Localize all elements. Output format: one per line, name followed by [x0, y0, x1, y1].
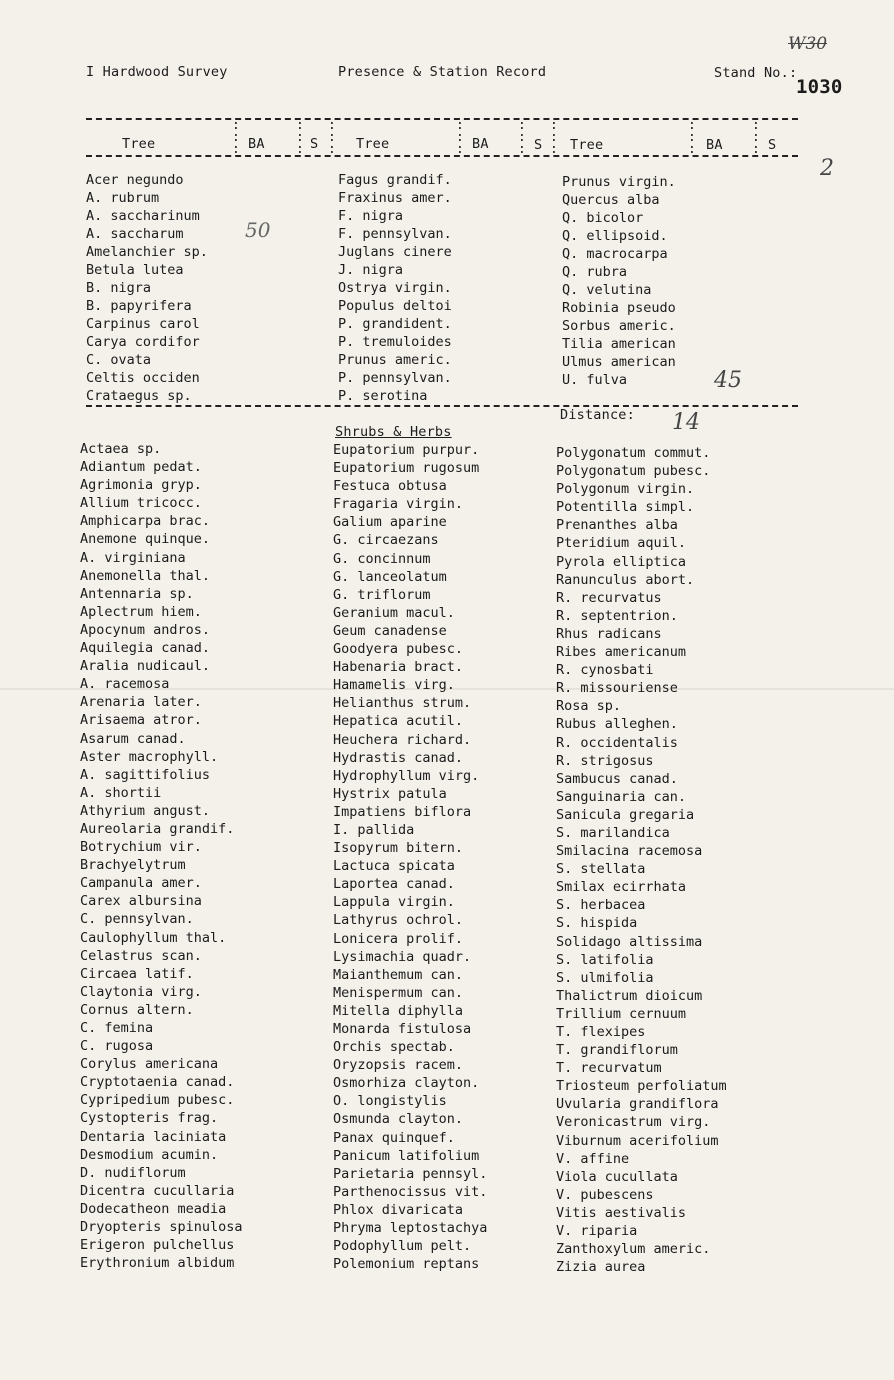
herb-species-item: C. pennsylvan. — [80, 911, 194, 928]
herb-species-item: Polygonum virgin. — [556, 481, 695, 498]
herb-species-item: Botrychium vir. — [80, 839, 202, 856]
herb-species-item: Smilax ecirrhata — [556, 879, 687, 896]
herb-species-item: R. strigosus — [556, 752, 654, 769]
herb-species-item: Erythronium albidum — [80, 1255, 235, 1272]
tree-species-item: Fraxinus amer. — [338, 190, 452, 206]
herb-species-item: Aralia nudicaul. — [80, 658, 211, 675]
separator: : : : — [232, 118, 240, 157]
herb-species-item: Phryma leptostachya — [333, 1220, 488, 1237]
herb-species-item: Antennaria sp. — [80, 585, 194, 602]
herb-species-item: Fragaria virgin. — [333, 496, 464, 513]
herb-species-item: Panicum latifolium — [333, 1147, 480, 1164]
tree-species-item: Betula lutea — [86, 262, 184, 278]
herb-species-item: Arisaema atror. — [80, 712, 202, 729]
herb-species-item: Phlox divaricata — [333, 1201, 464, 1218]
herb-species-item: Habenaria bract. — [333, 659, 464, 676]
herb-species-item: Dryopteris spinulosa — [80, 1219, 243, 1236]
herb-species-item: Lactuca spicata — [333, 858, 455, 875]
tree-list-col3 — [562, 173, 676, 389]
herb-species-item: Arenaria later. — [80, 694, 202, 711]
tree-species-item: Q. rubra — [562, 264, 628, 280]
herb-species-item: Panax quinquef. — [333, 1129, 455, 1146]
herb-species-item: Erigeron pulchellus — [80, 1237, 235, 1254]
herb-species-item: Aster macrophyll. — [80, 748, 219, 765]
herb-species-item: Parthenocissus vit. — [333, 1183, 488, 1200]
herb-species-item: Laportea canad. — [333, 876, 455, 893]
herb-species-item: Carex albursina — [80, 893, 202, 910]
herb-species-item: Podophyllum pelt. — [333, 1238, 472, 1255]
herb-species-item: C. femina — [80, 1020, 154, 1036]
herb-species-item: Oryzopsis racem. — [333, 1057, 464, 1074]
herb-species-item: Campanula amer. — [80, 875, 202, 892]
herb-species-item: Anemonella thal. — [80, 567, 211, 584]
herb-species-item: Aplectrum hiem. — [80, 603, 202, 620]
separator: : : : — [550, 118, 558, 157]
herb-species-item: Maianthemum can. — [333, 966, 464, 983]
herb-species-item: D. nudiflorum — [80, 1164, 186, 1181]
herb-species-item: Rosa sp. — [556, 698, 622, 715]
herb-species-item: S. hispida — [556, 915, 638, 932]
herb-species-item: S. ulmifolia — [556, 969, 654, 986]
shrubs-herbs-heading: Shrubs & Herbs — [335, 424, 452, 440]
stand-number: 1030 — [796, 76, 843, 98]
herb-species-item: Dentaria laciniata — [80, 1128, 227, 1145]
herb-species-item: Geranium macul. — [333, 604, 455, 621]
herb-species-item: Veronicastrum virg. — [556, 1114, 711, 1131]
herb-species-item: V. affine — [556, 1150, 630, 1167]
tree-species-item: P. serotina — [338, 388, 428, 404]
herb-species-item: G. concinnum — [333, 550, 431, 567]
herb-list-col1 — [80, 440, 243, 1272]
separator: : : : — [296, 118, 304, 157]
herb-species-item: A. virginiana — [80, 549, 186, 566]
herb-species-item: Isopyrum bitern. — [333, 840, 464, 857]
herb-species-item: Athyrium angust. — [80, 802, 211, 819]
herb-species-item: Vitis aestivalis — [556, 1204, 687, 1221]
col1-ba-header: BA — [248, 136, 265, 152]
herb-species-item: G. circaezans — [333, 532, 439, 549]
tree-species-item: P. grandident. — [338, 316, 452, 332]
herb-species-item: Apocynum andros. — [80, 621, 211, 638]
herb-species-item: Menispermum can. — [333, 984, 464, 1001]
herb-species-item: Thalictrum dioicum — [556, 987, 703, 1004]
herb-species-item: Actaea sp. — [80, 441, 162, 457]
herb-species-item: G. triflorum — [333, 586, 431, 603]
separator: : : : — [518, 118, 526, 157]
herb-species-item: S. stellata — [556, 861, 646, 878]
separator: : : : — [752, 118, 760, 157]
herb-species-item: Cryptotaenia canad. — [80, 1074, 235, 1091]
tree-species-item: Prunus virgin. — [562, 174, 676, 190]
herb-species-item: Lonicera prolif. — [333, 930, 464, 947]
tree-species-item: B. papyrifera — [86, 298, 192, 314]
stand-label: Stand No.: — [714, 65, 798, 81]
tree-species-item: U. fulva — [562, 372, 628, 388]
herb-species-item: Hamamelis virg. — [333, 677, 455, 694]
herb-species-item: Trillium cernuum — [556, 1005, 687, 1022]
col1-s-header: S — [310, 136, 319, 152]
tree-species-item: Sorbus americ. — [562, 318, 676, 334]
herb-species-item: Osmorhiza clayton. — [333, 1075, 480, 1092]
herb-species-item: S. latifolia — [556, 951, 654, 968]
herb-species-item: A. sagittifolius — [80, 766, 211, 783]
record-title: Presence & Station Record — [338, 64, 547, 80]
herb-species-item: Sanicula gregaria — [556, 806, 695, 823]
tree-species-item: Amelanchier sp. — [86, 244, 208, 260]
herb-species-item: Polygonatum commut. — [556, 445, 711, 461]
separator: : : : — [688, 118, 696, 157]
herb-species-item: Rubus alleghen. — [556, 716, 678, 733]
herb-species-item: Asarum canad. — [80, 730, 186, 747]
distance-label: Distance: — [560, 407, 635, 423]
tree-species-item: Quercus alba — [562, 192, 660, 208]
herb-species-item: Ribes americanum — [556, 644, 687, 661]
herb-species-item: Pteridium aquil. — [556, 535, 687, 552]
herb-species-item: Sanguinaria can. — [556, 788, 687, 805]
herb-species-item: Hydrophyllum virg. — [333, 767, 480, 784]
herb-species-item: S. herbacea — [556, 897, 646, 914]
tree-species-item: P. tremuloides — [338, 334, 452, 350]
tree-species-item: C. ovata — [86, 352, 152, 368]
herb-species-item: A. shortii — [80, 784, 162, 801]
herb-species-item: R. occidentalis — [556, 734, 678, 751]
herb-species-item: Polygonatum pubesc. — [556, 463, 711, 480]
handwritten-note: 50 — [245, 218, 271, 242]
herb-species-item: S. marilandica — [556, 824, 670, 841]
herb-species-item: Corylus americana — [80, 1056, 219, 1073]
tree-species-item: J. nigra — [338, 262, 404, 278]
herb-species-item: Desmodium acumin. — [80, 1146, 219, 1163]
herb-species-item: Heuchera richard. — [333, 731, 472, 748]
herb-species-item: O. longistylis — [333, 1093, 447, 1110]
tree-species-item: Prunus americ. — [338, 352, 452, 368]
herb-species-item: T. grandiflorum — [556, 1042, 678, 1059]
herb-species-item: Festuca obtusa — [333, 478, 447, 495]
herb-species-item: Rhus radicans — [556, 625, 662, 642]
tree-species-item: Robinia pseudo — [562, 300, 676, 316]
herb-species-item: Brachyelytrum — [80, 857, 186, 874]
herb-species-item: Solidago altissima — [556, 933, 703, 950]
herb-species-item: Caulophyllum thal. — [80, 929, 227, 946]
tree-species-item: Fagus grandif. — [338, 172, 452, 188]
tree-species-item: Q. bicolor — [562, 210, 644, 226]
herb-species-item: Dodecatheon meadia — [80, 1200, 227, 1217]
herb-species-item: Potentilla simpl. — [556, 499, 695, 516]
tree-species-item: A. saccharinum — [86, 208, 200, 224]
herb-species-item: Sambucus canad. — [556, 770, 678, 787]
herb-species-item: Eupatorium rugosum — [333, 460, 480, 477]
herb-species-item: Mitella diphylla — [333, 1002, 464, 1019]
herb-species-item: Eupatorium purpur. — [333, 442, 480, 458]
herb-species-item: Triosteum perfoliatum — [556, 1078, 727, 1095]
herb-species-item: Goodyera pubesc. — [333, 641, 464, 658]
tree-species-item: Celtis occiden — [86, 370, 200, 386]
herb-species-item: Prenanthes alba — [556, 517, 678, 534]
tree-species-item: Carpinus carol — [86, 316, 200, 332]
tree-species-item: Crataegus sp. — [86, 388, 192, 404]
herb-species-item: Lathyrus ochrol. — [333, 912, 464, 929]
tree-list-col2 — [338, 171, 452, 405]
tree-list-col1 — [86, 171, 208, 405]
tree-species-item: F. pennsylvan. — [338, 226, 452, 242]
tree-species-item: Q. macrocarpa — [562, 246, 668, 262]
tree-species-item: P. pennsylvan. — [338, 370, 452, 386]
tree-species-item: Populus deltoi — [338, 298, 452, 314]
herb-species-item: Claytonia virg. — [80, 983, 202, 1000]
herb-species-item: Parietaria pennsyl. — [333, 1165, 488, 1182]
herb-species-item: R. recurvatus — [556, 589, 662, 606]
herb-list-col3 — [556, 444, 727, 1276]
herb-species-item: Viola cucullata — [556, 1168, 678, 1185]
herb-species-item: Aquilegia canad. — [80, 640, 211, 657]
herb-species-item: Polemonium reptans — [333, 1256, 480, 1273]
survey-title: I Hardwood Survey — [86, 64, 228, 80]
herb-species-item: Osmunda clayton. — [333, 1111, 464, 1128]
herb-species-item: Uvularia grandiflora — [556, 1096, 719, 1113]
tree-species-item: Carya cordifor — [86, 334, 200, 350]
handwritten-note: 2 — [820, 156, 834, 181]
stand-number-crossed: W30 — [788, 34, 828, 54]
separator: : : : — [328, 118, 336, 157]
herb-species-item: Lappula virgin. — [333, 894, 455, 911]
herb-species-item: V. riparia — [556, 1223, 638, 1240]
herb-species-item: R. cynosbati — [556, 662, 654, 679]
herb-species-item: V. pubescens — [556, 1186, 654, 1203]
herb-species-item: Anemone quinque. — [80, 531, 211, 548]
herb-species-item: Agrimonia gryp. — [80, 477, 202, 494]
herb-species-item: R. septentrion. — [556, 607, 678, 624]
herb-species-item: Celastrus scan. — [80, 947, 202, 964]
col2-tree-header: Tree — [356, 136, 390, 152]
tree-species-item: F. nigra — [338, 208, 404, 224]
herb-species-item: Adiantum pedat. — [80, 459, 202, 476]
handwritten-note: 45 — [714, 368, 742, 393]
herb-species-item: Allium tricocc. — [80, 495, 202, 512]
herb-species-item: Pyrola elliptica — [556, 553, 687, 570]
herb-species-item: Viburnum acerifolium — [556, 1132, 719, 1149]
herb-species-item: Dicentra cucullaria — [80, 1182, 235, 1199]
section-rule — [86, 405, 798, 407]
col3-s-header: S — [768, 137, 777, 153]
herb-species-item: Cypripedium pubesc. — [80, 1092, 235, 1109]
herb-species-item: T. recurvatum — [556, 1060, 662, 1077]
herb-species-item: Smilacina racemosa — [556, 843, 703, 860]
tree-species-item: Ostrya virgin. — [338, 280, 452, 296]
herb-species-item: Ranunculus abort. — [556, 571, 695, 588]
handwritten-note: 14 — [672, 410, 700, 435]
col2-s-header: S — [534, 137, 543, 153]
herb-species-item: Hepatica acutil. — [333, 713, 464, 730]
tree-species-item: Ulmus american — [562, 354, 676, 370]
tree-species-item: Tilia american — [562, 336, 676, 352]
herb-species-item: Lysimachia quadr. — [333, 948, 472, 965]
herb-species-item: Cystopteris frag. — [80, 1110, 219, 1127]
herb-species-item: Aureolaria grandif. — [80, 820, 235, 837]
herb-species-item: Galium aparine — [333, 514, 447, 531]
herb-species-item: Orchis spectab. — [333, 1039, 455, 1056]
separator: : : : — [456, 118, 464, 157]
herb-species-item: Zizia aurea — [556, 1259, 646, 1276]
herb-species-item: Circaea latif. — [80, 965, 194, 982]
herb-species-item: Cornus altern. — [80, 1001, 194, 1018]
herb-list-col2 — [333, 441, 487, 1273]
herb-species-item: A. racemosa — [80, 676, 170, 693]
herb-species-item: Impatiens biflora — [333, 803, 472, 820]
herb-species-item: C. rugosa — [80, 1038, 154, 1055]
herb-species-item: G. lanceolatum — [333, 568, 447, 585]
tree-species-item: Juglans cinere — [338, 244, 452, 260]
tree-species-item: Acer negundo — [86, 172, 184, 188]
tree-species-item: Q. ellipsoid. — [562, 228, 668, 244]
tree-species-item: B. nigra — [86, 280, 152, 296]
tree-species-item: A. saccharum — [86, 226, 184, 242]
herb-species-item: Amphicarpa brac. — [80, 513, 211, 530]
col1-tree-header: Tree — [122, 136, 156, 152]
herb-species-item: I. pallida — [333, 821, 415, 838]
herb-species-item: Hystrix patula — [333, 785, 447, 802]
herb-species-item: Helianthus strum. — [333, 695, 472, 712]
col3-ba-header: BA — [706, 137, 723, 153]
herb-species-item: T. flexipes — [556, 1024, 646, 1040]
herb-species-item: Zanthoxylum americ. — [556, 1241, 711, 1258]
herb-species-item: Geum canadense — [333, 622, 447, 639]
tree-species-item: Q. velutina — [562, 282, 652, 298]
tree-species-item: A. rubrum — [86, 190, 160, 206]
herb-species-item: R. missouriense — [556, 680, 678, 697]
herb-species-item: Hydrastis canad. — [333, 749, 464, 766]
col3-tree-header: Tree — [570, 137, 604, 153]
col2-ba-header: BA — [472, 136, 489, 152]
herb-species-item: Monarda fistulosa — [333, 1021, 472, 1037]
